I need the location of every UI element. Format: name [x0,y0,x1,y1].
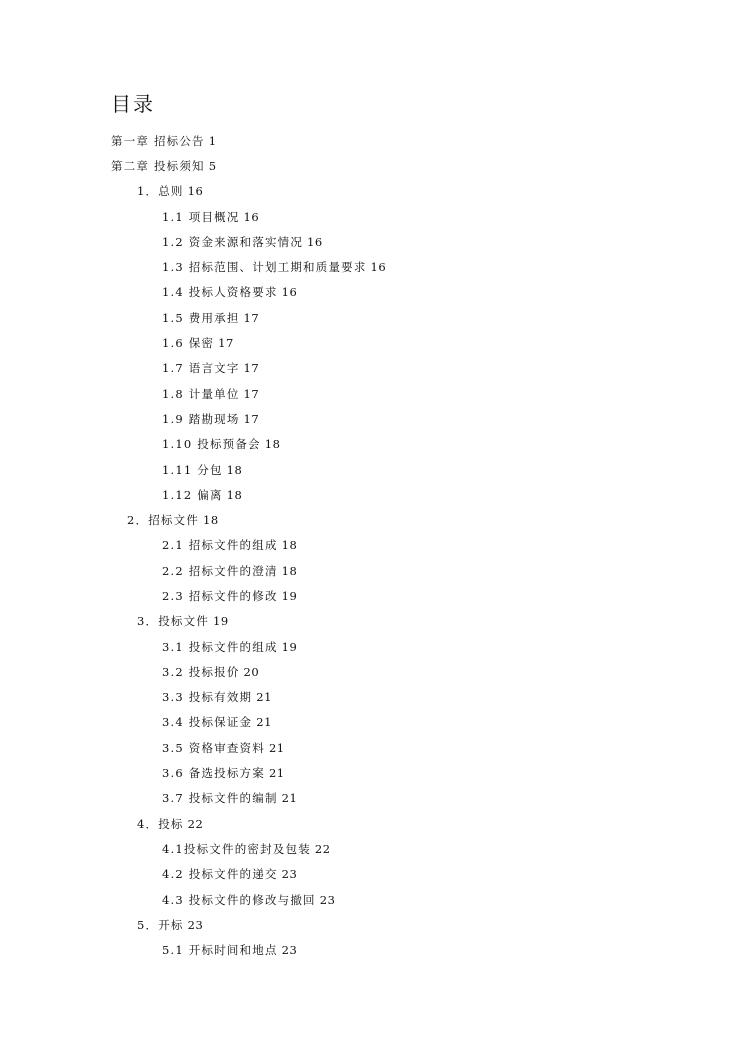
toc-entry-text: 1.8 计量单位 [162,386,240,401]
toc-entry-section-3[interactable] [0,609,744,634]
toc-entry-page: 18 [203,513,219,528]
toc-entry-page: 17 [243,386,260,401]
toc-entry-page: 16 [307,234,323,249]
toc-entry-page: 17 [243,310,260,325]
toc-entry-page: 22 [314,841,331,856]
toc-entry-page: 23 [281,867,298,882]
toc-entry-text: 1.6 保密 [162,336,215,351]
toc-entry-text: 1.1 项目概况 [162,209,240,224]
toc-entry-page: 16 [281,285,298,300]
toc-entry-text: 1.2 资金来源和落实情况 [162,234,304,249]
table-of-contents [0,128,744,963]
toc-entry-text: 3.3 投标有效期 [162,690,253,705]
toc-entry-text: 1.11 分包 [162,462,223,477]
toc-entry-text: 4.3 投标文件的修改与撤回 [162,892,316,907]
toc-entry-page: 1 [208,133,217,148]
toc-entry-chapter-2[interactable] [0,153,744,178]
toc-entry-page: 16 [187,184,204,199]
toc-entry-subsection[interactable] [0,229,744,254]
toc-entry-text: 2．招标文件 [127,513,200,528]
toc-entry-page: 23 [281,943,298,958]
toc-entry-page: 21 [256,690,272,705]
toc-entry-subsection[interactable] [0,254,744,279]
toc-entry-page: 18 [226,462,243,477]
toc-entry-text: 2.2 招标文件的澄清 [162,563,278,578]
toc-entry-text: 1.12 偏离 [162,487,223,502]
toc-entry-page: 21 [281,791,298,806]
toc-entry-subsection[interactable] [0,558,744,583]
toc-entry-subsection[interactable] [0,583,744,608]
toc-entry-text: 4.1投标文件的密封及包装 [162,841,311,856]
toc-entry-text: 第二章 投标须知 [111,158,205,173]
toc-entry-page: 23 [319,892,336,907]
toc-entry-text: 3.7 投标文件的编制 [162,791,278,806]
toc-entry-page: 21 [256,715,272,730]
toc-entry-subsection[interactable] [0,760,744,785]
toc-entry-page: 18 [281,538,298,553]
toc-entry-subsection[interactable] [0,887,744,912]
toc-entry-subsection[interactable] [0,482,744,507]
toc-entry-subsection[interactable] [0,836,744,861]
toc-entry-page: 22 [187,816,204,831]
toc-entry-page: 18 [264,437,281,452]
toc-entry-subsection[interactable] [0,659,744,684]
toc-entry-chapter-1[interactable] [0,128,744,153]
toc-entry-text: 第一章 招标公告 [111,133,205,148]
toc-entry-text: 3.2 投标报价 [162,664,240,679]
toc-entry-subsection[interactable] [0,330,744,355]
toc-entry-subsection[interactable] [0,634,744,659]
toc-entry-section-4[interactable] [0,811,744,836]
toc-entry-text: 3．投标文件 [137,614,210,629]
toc-entry-text: 2.3 招标文件的修改 [162,588,278,603]
page-title: 目录 [111,92,155,116]
toc-entry-section-1[interactable] [0,179,744,204]
toc-entry-text: 3.1 投标文件的组成 [162,639,278,654]
toc-entry-subsection[interactable] [0,710,744,735]
toc-entry-text: 4.2 投标文件的递交 [162,867,278,882]
toc-entry-page: 21 [268,740,285,755]
toc-entry-page: 21 [268,766,285,781]
toc-entry-text: 5．开标 [137,917,184,932]
toc-entry-page: 16 [370,260,387,275]
toc-entry-subsection[interactable] [0,204,744,229]
toc-entry-page: 23 [187,917,204,932]
toc-entry-text: 1.7 语言文字 [162,361,240,376]
toc-entry-subsection[interactable] [0,305,744,330]
toc-entry-text: 5.1 开标时间和地点 [162,943,278,958]
toc-entry-page: 17 [243,411,260,426]
toc-entry-text: 3.6 备选投标方案 [162,766,265,781]
toc-entry-page: 5 [208,158,217,173]
toc-entry-page: 19 [281,639,298,654]
toc-entry-text: 2.1 招标文件的组成 [162,538,278,553]
toc-entry-subsection[interactable] [0,432,744,457]
toc-entry-page: 17 [218,336,234,351]
toc-entry-subsection[interactable] [0,685,744,710]
toc-entry-text: 1.10 投标预备会 [162,437,261,452]
toc-entry-page: 18 [226,487,243,502]
toc-entry-subsection[interactable] [0,786,744,811]
toc-entry-subsection[interactable] [0,533,744,558]
toc-entry-text: 1.4 投标人资格要求 [162,285,278,300]
toc-entry-subsection[interactable] [0,862,744,887]
toc-entry-subsection[interactable] [0,406,744,431]
toc-entry-text: 1.5 费用承担 [162,310,240,325]
toc-entry-subsection[interactable] [0,381,744,406]
toc-entry-subsection[interactable] [0,457,744,482]
toc-entry-text: 1.3 招标范围、计划工期和质量要求 [162,260,367,275]
toc-entry-subsection[interactable] [0,735,744,760]
toc-entry-text: 1.9 踏勘现场 [162,411,240,426]
toc-entry-subsection[interactable] [0,280,744,305]
toc-entry-page: 17 [243,361,260,376]
toc-entry-text: 3.5 资格审查资料 [162,740,265,755]
toc-entry-text: 1．总则 [137,184,184,199]
toc-entry-page: 16 [243,209,260,224]
toc-entry-section-5[interactable] [0,912,744,937]
toc-entry-page: 19 [281,588,298,603]
toc-entry-subsection[interactable] [0,356,744,381]
toc-entry-section-2[interactable] [0,507,744,532]
toc-entry-subsection[interactable] [0,938,744,963]
toc-entry-page: 18 [281,563,298,578]
toc-entry-text: 3.4 投标保证金 [162,715,253,730]
toc-entry-page: 19 [213,614,229,629]
toc-entry-text: 4．投标 [137,816,184,831]
toc-entry-page: 20 [243,664,260,679]
